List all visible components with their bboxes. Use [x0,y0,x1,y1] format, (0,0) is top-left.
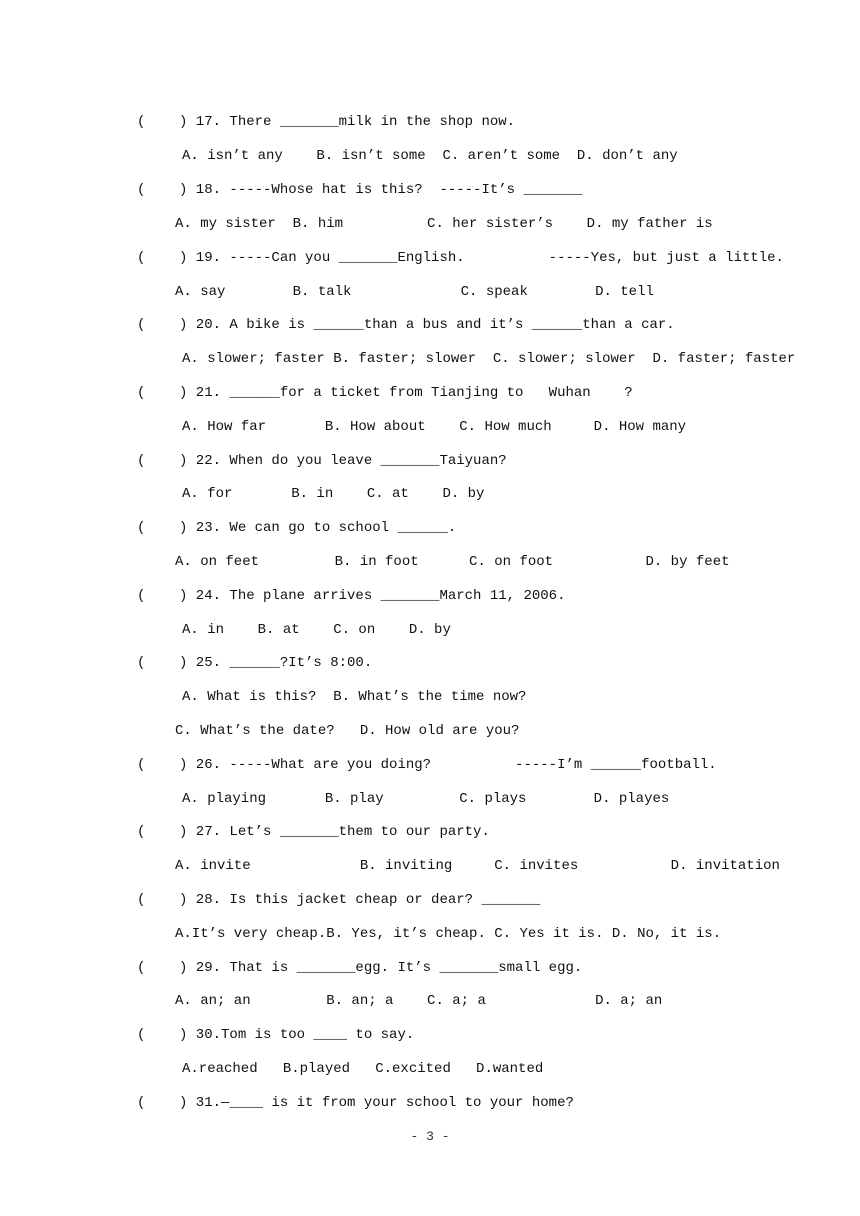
options-21: A. How far B. How about C. How much D. How many [182,419,687,435]
question-17: ( ) 17. There _______milk in the shop now. [137,114,516,130]
question-26: ( ) 26. -----What are you doing? -----I’m ______football. [137,757,717,773]
options-23: A. on feet B. in foot C. on foot D. by feet [175,554,730,570]
question-19: ( ) 19. -----Can you _______English. -----Yes, but just a little. [137,250,784,266]
question-20: ( ) 20. A bike is ______than a bus and it’s ______than a car. [137,317,675,333]
options-25a: A. What is this? B. What’s the time now? [182,689,527,705]
question-30: ( ) 30.Tom is too ____ to say. [137,1027,415,1043]
question-25: ( ) 25. ______?It’s 8:00. [137,655,373,671]
question-23: ( ) 23. We can go to school ______. [137,520,457,536]
question-29: ( ) 29. That is _______egg. It’s _______small egg. [137,960,583,976]
question-24: ( ) 24. The plane arrives _______March 11, 2006. [137,588,566,604]
options-28: A.It’s very cheap.B. Yes, it’s cheap. C. Yes it is. D. No, it is. [175,926,722,942]
question-31: ( ) 31.—____ is it from your school to your home? [137,1095,574,1111]
page-number: - 3 - [410,1129,450,1144]
options-30: A.reached B.played C.excited D.wanted [182,1061,544,1077]
options-19: A. say B. talk C. speak D. tell [175,284,654,300]
question-21: ( ) 21. ______for a ticket from Tianjing to Wuhan ? [137,385,633,401]
options-25b: C. What’s the date? D. How old are you? [175,723,520,739]
question-18: ( ) 18. -----Whose hat is this? -----It’s _______ [137,182,583,198]
options-24: A. in B. at C. on D. by [182,622,451,638]
options-29: A. an; an B. an; a C. a; a D. a; an [175,993,663,1009]
options-17: A. isn’t any B. isn’t some C. aren’t some D. don’t any [182,148,678,164]
options-20: A. slower; faster B. faster; slower C. slower; slower D. faster; faster [182,351,796,367]
options-27: A. invite B. inviting C. invites D. invitation [175,858,780,874]
options-18: A. my sister B. him C. her sister’s D. my father is [175,216,713,232]
question-22: ( ) 22. When do you leave _______Taiyuan? [137,453,507,469]
options-22: A. for B. in C. at D. by [182,486,485,502]
options-26: A. playing B. play C. plays D. playes [182,791,670,807]
question-27: ( ) 27. Let’s _______them to our party. [137,824,490,840]
question-28: ( ) 28. Is this jacket cheap or dear? _______ [137,892,541,908]
